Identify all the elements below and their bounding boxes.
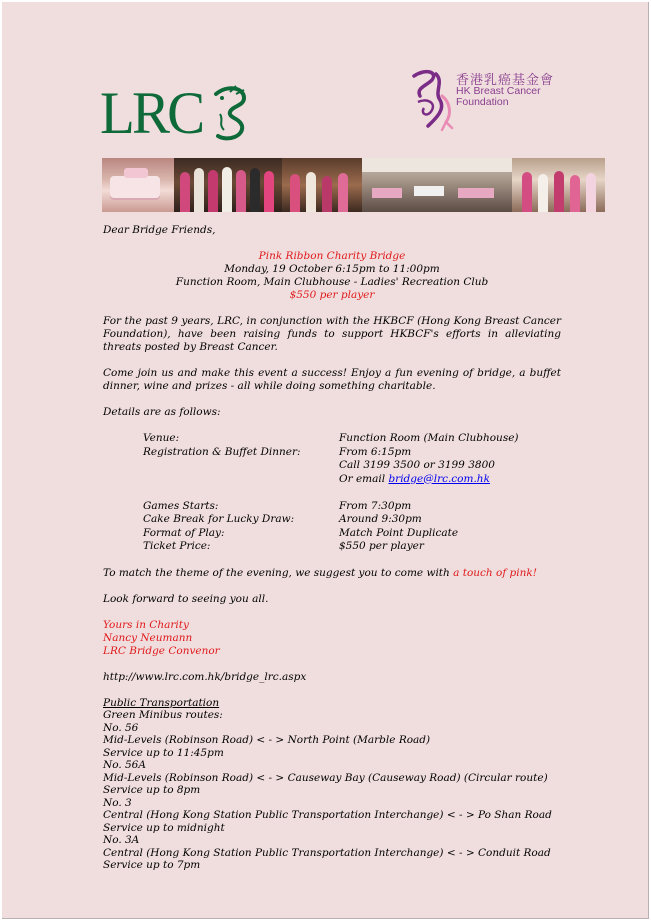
photo-function-room <box>362 158 512 212</box>
event-location: Function Room, Main Clubhouse - Ladies' Recreation Club <box>175 276 489 288</box>
hkbcf-english-name-line1: HK Breast Cancer <box>456 85 541 97</box>
detail-row-registration <box>143 446 519 460</box>
signature-block <box>103 619 561 658</box>
route-number: No. 3A <box>103 834 140 846</box>
detail-value: From 6:15pm <box>339 445 412 458</box>
event-details-table <box>143 432 519 554</box>
theme-highlight: a touch of pink! <box>453 566 537 579</box>
event-price: $550 per player <box>289 289 375 301</box>
dragon-icon <box>210 84 250 142</box>
detail-value: Around 9:30pm <box>339 513 422 525</box>
hkbcf-english-name-line2: Foundation <box>456 96 509 108</box>
public-transport-section <box>103 697 561 872</box>
hkbcf-chinese-name: 香港乳癌基金會 <box>456 72 555 87</box>
detail-row-cake-break <box>143 513 519 527</box>
detail-label: Games Starts: <box>143 499 219 512</box>
detail-row-email <box>143 473 519 487</box>
hkbcf-logo <box>406 62 554 132</box>
route-service-hours: Service up to 7pm <box>103 859 201 871</box>
greeting: Dear Bridge Friends, <box>103 224 216 236</box>
detail-value: Call 3199 3500 or 3199 3800 <box>339 459 495 471</box>
photo-group-guests <box>174 158 282 212</box>
signature-name: Nancy Neumann <box>103 631 193 644</box>
look-forward-text: Look forward to seeing you all. <box>103 592 269 605</box>
detail-row-venue <box>143 432 519 446</box>
detail-label: Ticket Price: <box>143 540 211 552</box>
detail-row-games <box>143 500 519 514</box>
event-header <box>103 250 561 302</box>
photo-dining-crowd <box>282 158 362 212</box>
document-page <box>2 2 649 919</box>
route-description: Central (Hong Kong Station Public Transportation Interchange) < - > Po Shan Road <box>103 809 552 821</box>
email-prefix: Or email <box>339 472 389 485</box>
pink-ribbon-calligraphy-icon <box>406 62 456 132</box>
detail-row-ticket <box>143 540 519 554</box>
photo-table-group <box>512 158 605 212</box>
lrc-logo <box>100 82 250 144</box>
detail-value: From 7:30pm <box>339 499 412 512</box>
route-service-hours: Service up to midnight <box>103 821 225 834</box>
photo-cake <box>102 158 174 212</box>
email-link[interactable]: bridge@lrc.com.hk <box>388 472 490 485</box>
detail-value: $550 per player <box>339 540 424 552</box>
hkbcf-logo-text <box>456 74 554 108</box>
detail-value: Match Point Duplicate <box>339 526 459 539</box>
details-intro: Details are as follows: <box>103 406 221 418</box>
route-number: No. 56 <box>103 721 139 734</box>
transport-heading: Public Transportation <box>103 696 220 709</box>
route-description: Central (Hong Kong Station Public Transportation Interchange) < - > Conduit Road <box>103 846 551 859</box>
detail-label: Cake Break for Lucky Draw: <box>143 513 295 525</box>
detail-value: Function Room (Main Clubhouse) <box>339 432 519 444</box>
route-number: No. 56A <box>103 759 146 771</box>
theme-text: To match the theme of the evening, we suggest you to come with <box>103 566 454 579</box>
route-service-hours: Service up to 8pm <box>103 784 201 796</box>
detail-value <box>339 473 519 487</box>
event-date-time: Monday, 19 October 6:15pm to 11:00pm <box>224 263 440 275</box>
letter-body <box>103 224 561 872</box>
website-url[interactable]: http://www.lrc.com.hk/bridge_lrc.aspx <box>103 670 307 683</box>
detail-row-call <box>143 459 519 473</box>
route-service-hours: Service up to 11:45pm <box>103 746 224 759</box>
transport-subheading: Green Minibus routes: <box>103 709 223 721</box>
theme-paragraph <box>103 567 561 580</box>
detail-label: Registration & Buffet Dinner: <box>143 445 301 458</box>
lrc-logo-text: LRC <box>100 80 203 146</box>
route-number: No. 3 <box>103 796 132 809</box>
detail-label: Venue: <box>143 432 180 444</box>
signature-title: LRC Bridge Convenor <box>103 644 220 657</box>
event-title: Pink Ribbon Charity Bridge <box>258 250 406 262</box>
route-description: Mid-Levels (Robinson Road) < - > North Point (Marble Road) <box>103 734 431 746</box>
intro-paragraph: For the past 9 years, LRC, in conjunction with the HKBCF (Hong Kong Breast Cancer Foundation), have been raising funds to support HKBCF's efforts in alleviating threats posted by Breast Cancer. <box>103 315 561 353</box>
detail-row-format <box>143 527 519 541</box>
signature-closing: Yours in Charity <box>103 618 189 631</box>
event-photo-strip <box>102 158 605 212</box>
route-description: Mid-Levels (Robinson Road) < - > Causeway Bay (Causeway Road) (Circular route) <box>103 771 548 784</box>
invite-paragraph: Come join us and make this event a success! Enjoy a fun evening of bridge, a buffet dinner, wine and prizes - all while doing something charitable. <box>103 367 561 392</box>
detail-label: Format of Play: <box>143 526 225 539</box>
